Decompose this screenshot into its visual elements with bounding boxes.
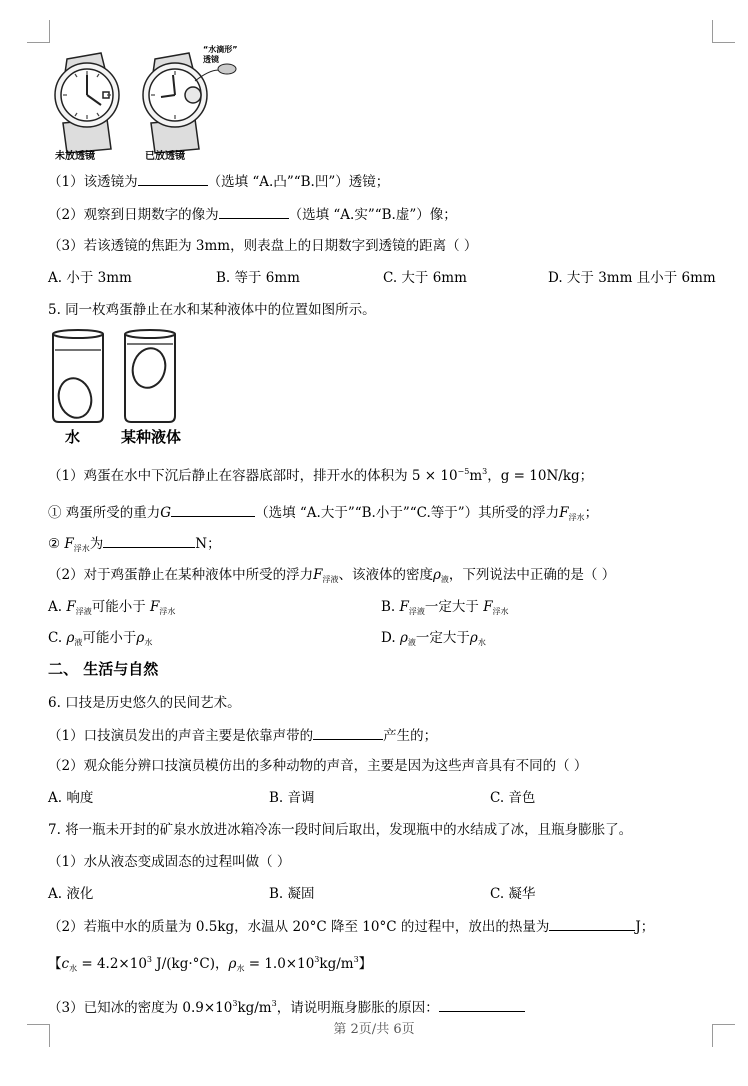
q7-given-rho-val: = 1.0×10 <box>244 956 315 972</box>
q5-part1-exp2: 3 <box>482 467 488 476</box>
q5-option-d-letter: D. <box>381 630 396 646</box>
q6-option-b[interactable]: B. 音调 <box>269 790 315 806</box>
q5-part2-f-sub: 浮液 <box>322 575 339 584</box>
q4-part1-text: （1）该透镜为 <box>48 174 138 190</box>
watch-label-left: 未放透镜 <box>55 151 95 162</box>
page-footer: 第 2页/共 6页 <box>333 1022 415 1037</box>
watch-figure <box>45 45 245 163</box>
q5-option-d-sub2: 水 <box>477 638 486 647</box>
q7-given <box>48 951 372 978</box>
q5-part2 <box>48 566 615 589</box>
q5-sub2-f-sub: 浮水 <box>73 544 90 553</box>
q5-part2-text: （2）对于鸡蛋静止在某种液体中所受的浮力 <box>48 567 314 583</box>
q5-sub1-text: ① 鸡蛋所受的重力 <box>48 505 161 521</box>
q5-option-a-sub1: 浮液 <box>75 607 92 616</box>
q5-sub1-tail: （选填 “A.大于”“B.小于”“C.等于”）其所受的浮力 <box>255 505 560 521</box>
q7-given-rho-exp: 3 <box>314 955 320 964</box>
q6-part1-tail: 产生的； <box>383 728 438 744</box>
q4-option-b[interactable]: B. 等于 6mm <box>216 270 300 286</box>
q7-part3-exp: 3 <box>232 999 238 1008</box>
q5-sub2-num: ② <box>48 536 61 552</box>
q5-option-c-letter: C. <box>48 630 63 646</box>
q5-option-a-f2: F <box>150 599 160 615</box>
q6-part1 <box>48 726 437 745</box>
q5-option-a-letter: A. <box>48 599 63 615</box>
q4-part2-tail: （选填 “A.实”“B.虚”）像； <box>288 207 457 223</box>
q6-part1-blank[interactable] <box>313 726 383 740</box>
q6-stem: 6. 口技是历史悠久的民间艺术。 <box>48 695 241 711</box>
q7-part3 <box>48 995 525 1017</box>
q5-option-b-f2: F <box>483 599 493 615</box>
q5-part2-mid: 、该液体的密度 <box>338 567 433 583</box>
q7-given-rho: ρ <box>228 956 237 972</box>
q4-part1 <box>48 172 389 191</box>
q7-part2-tail: J； <box>635 919 655 935</box>
q5-sub2 <box>48 534 221 558</box>
q5-option-d[interactable] <box>381 629 486 652</box>
q7-given-rho-unit: kg/m <box>319 956 354 972</box>
q5-option-b-sub2: 浮水 <box>492 607 509 616</box>
q5-option-d-rho2: ρ <box>469 630 478 646</box>
q7-part3-tail: ，请说明瓶身膨胀的原因： <box>276 1000 439 1016</box>
q5-sub1-f-sub: 浮水 <box>568 513 585 522</box>
q5-option-a-text: 可能小于 <box>91 599 146 615</box>
q5-option-b-sub1: 浮液 <box>408 607 425 616</box>
egg-label-water: 水 <box>65 428 81 446</box>
q7-given-c: c <box>61 956 70 972</box>
q7-part3-unit: kg/m <box>237 1000 272 1016</box>
q7-given-c-val: = 4.2×10 <box>77 956 147 972</box>
q5-sub2-blank[interactable] <box>103 534 195 548</box>
q5-sub1 <box>48 503 598 527</box>
q5-stem: 5. 同一枚鸡蛋静止在水和某种液体中的位置如图所示。 <box>48 302 376 318</box>
q5-part1 <box>48 463 593 485</box>
lens-callout: “水滴形” 透镜 <box>203 45 238 64</box>
q5-sub2-text: 为 <box>89 536 104 552</box>
q5-option-c[interactable] <box>48 629 152 652</box>
q7-part1: （1）水从液态变成固态的过程叫做（ ） <box>48 854 291 870</box>
q7-part3-exp2: 3 <box>271 999 277 1008</box>
q5-sub1-blank[interactable] <box>171 503 255 517</box>
q7-given-rho-sub: 水 <box>236 964 245 973</box>
q5-option-b-letter: B. <box>381 599 396 615</box>
q5-option-c-text: 可能小于 <box>82 630 137 646</box>
corner-mark-top-right <box>712 20 735 43</box>
q4-part1-tail: （选填 “A.凸”“B.凹”）透镜； <box>207 174 390 190</box>
q5-option-c-rho1: ρ <box>66 630 75 646</box>
q5-part2-rho-sub: 液 <box>440 575 449 584</box>
egg-label-liquid: 某种液体 <box>121 428 182 446</box>
q5-option-b-f1: F <box>399 599 409 615</box>
q6-option-a[interactable]: A. 响度 <box>48 790 94 806</box>
q7-part2-text: （2）若瓶中水的质量为 0.5kg，水温从 20°C 降至 10°C 的过程中，放出的热量为 <box>48 919 550 935</box>
q5-part1-tail: ，g = 10N/kg； <box>487 468 594 484</box>
egg-figure <box>45 326 195 446</box>
q7-option-a[interactable]: A. 液化 <box>48 886 94 902</box>
q5-option-b-text: 一定大于 <box>424 599 479 615</box>
q4-part2 <box>48 205 457 224</box>
egg-illustration <box>45 326 195 426</box>
q5-option-c-rho2: ρ <box>136 630 145 646</box>
q5-part1-text: （1）鸡蛋在水中下沉后静止在容器底部时，排开水的体积为 5 × 10 <box>48 468 458 484</box>
q5-sub1-end: ； <box>584 505 599 521</box>
q5-option-a[interactable] <box>48 598 175 621</box>
q5-sub1-g: G <box>160 505 172 521</box>
q5-part2-rho: ρ <box>432 567 441 583</box>
q7-option-c[interactable]: C. 凝华 <box>490 886 536 902</box>
q5-option-c-sub1: 液 <box>74 638 83 647</box>
q5-sub1-f: F <box>559 505 569 521</box>
q7-part2 <box>48 917 654 936</box>
q4-option-c[interactable]: C. 大于 6mm <box>383 270 467 286</box>
q5-option-a-sub2: 浮水 <box>159 607 176 616</box>
q5-part1-exp: −5 <box>457 467 470 476</box>
q7-given-open: 【 <box>48 956 62 972</box>
q5-sub2-end: N； <box>195 536 221 552</box>
q7-given-rho-exp2: 3 <box>353 955 359 964</box>
corner-mark-top-left <box>27 20 50 43</box>
q4-option-d[interactable]: D. 大于 3mm 且小于 6mm <box>548 270 716 286</box>
q7-part3-text: （3）已知冰的密度为 0.9×10 <box>48 1000 233 1016</box>
q5-option-b[interactable] <box>381 598 509 621</box>
q5-sub2-f: F <box>64 536 74 552</box>
q4-part2-text: （2）观察到日期数字的像为 <box>48 207 219 223</box>
q5-part2-tail: ，下列说法中正确的是（ ） <box>448 567 616 583</box>
q4-part1-blank[interactable] <box>138 172 208 186</box>
q6-part1-text: （1）口技演员发出的声音主要是依靠声带的 <box>48 728 314 744</box>
q7-given-c-unit: J/(kg·°C)， <box>152 956 229 972</box>
q4-option-a[interactable]: A. 小于 3mm <box>48 270 132 286</box>
q4-part2-blank[interactable] <box>219 205 289 219</box>
q5-option-d-sub1: 液 <box>407 638 416 647</box>
q5-option-a-f1: F <box>66 599 76 615</box>
q4-part3: （3）若该透镜的焦距为 3mm，则表盘上的日期数字到透镜的距离（ ） <box>48 238 478 254</box>
q7-part2-blank[interactable] <box>549 917 635 931</box>
q6-part2: （2）观众能分辨口技演员模仿出的多种动物的声音，主要是因为这些声音具有不同的（ ） <box>48 758 588 774</box>
q5-option-d-rho1: ρ <box>399 630 408 646</box>
q5-part1-unit: m <box>469 468 483 484</box>
q7-option-b[interactable]: B. 凝固 <box>269 886 315 902</box>
watch-label-right: 已放透镜 <box>145 151 185 162</box>
q5-option-d-text: 一定大于 <box>415 630 470 646</box>
q7-given-c-sub: 水 <box>69 964 78 973</box>
q6-option-c[interactable]: C. 音色 <box>490 790 536 806</box>
section-heading: 二、 生活与自然 <box>48 660 159 678</box>
q5-part2-f: F <box>313 567 323 583</box>
q7-part3-blank[interactable] <box>439 998 525 1012</box>
q7-stem: 7. 将一瓶未开封的矿泉水放进冰箱冷冻一段时间后取出，发现瓶中的水结成了冰，且瓶身膨胀了。 <box>48 822 633 838</box>
q7-given-close: 】 <box>358 956 373 972</box>
q7-given-c-exp: 3 <box>146 955 153 964</box>
q5-option-c-sub2: 水 <box>144 638 153 647</box>
